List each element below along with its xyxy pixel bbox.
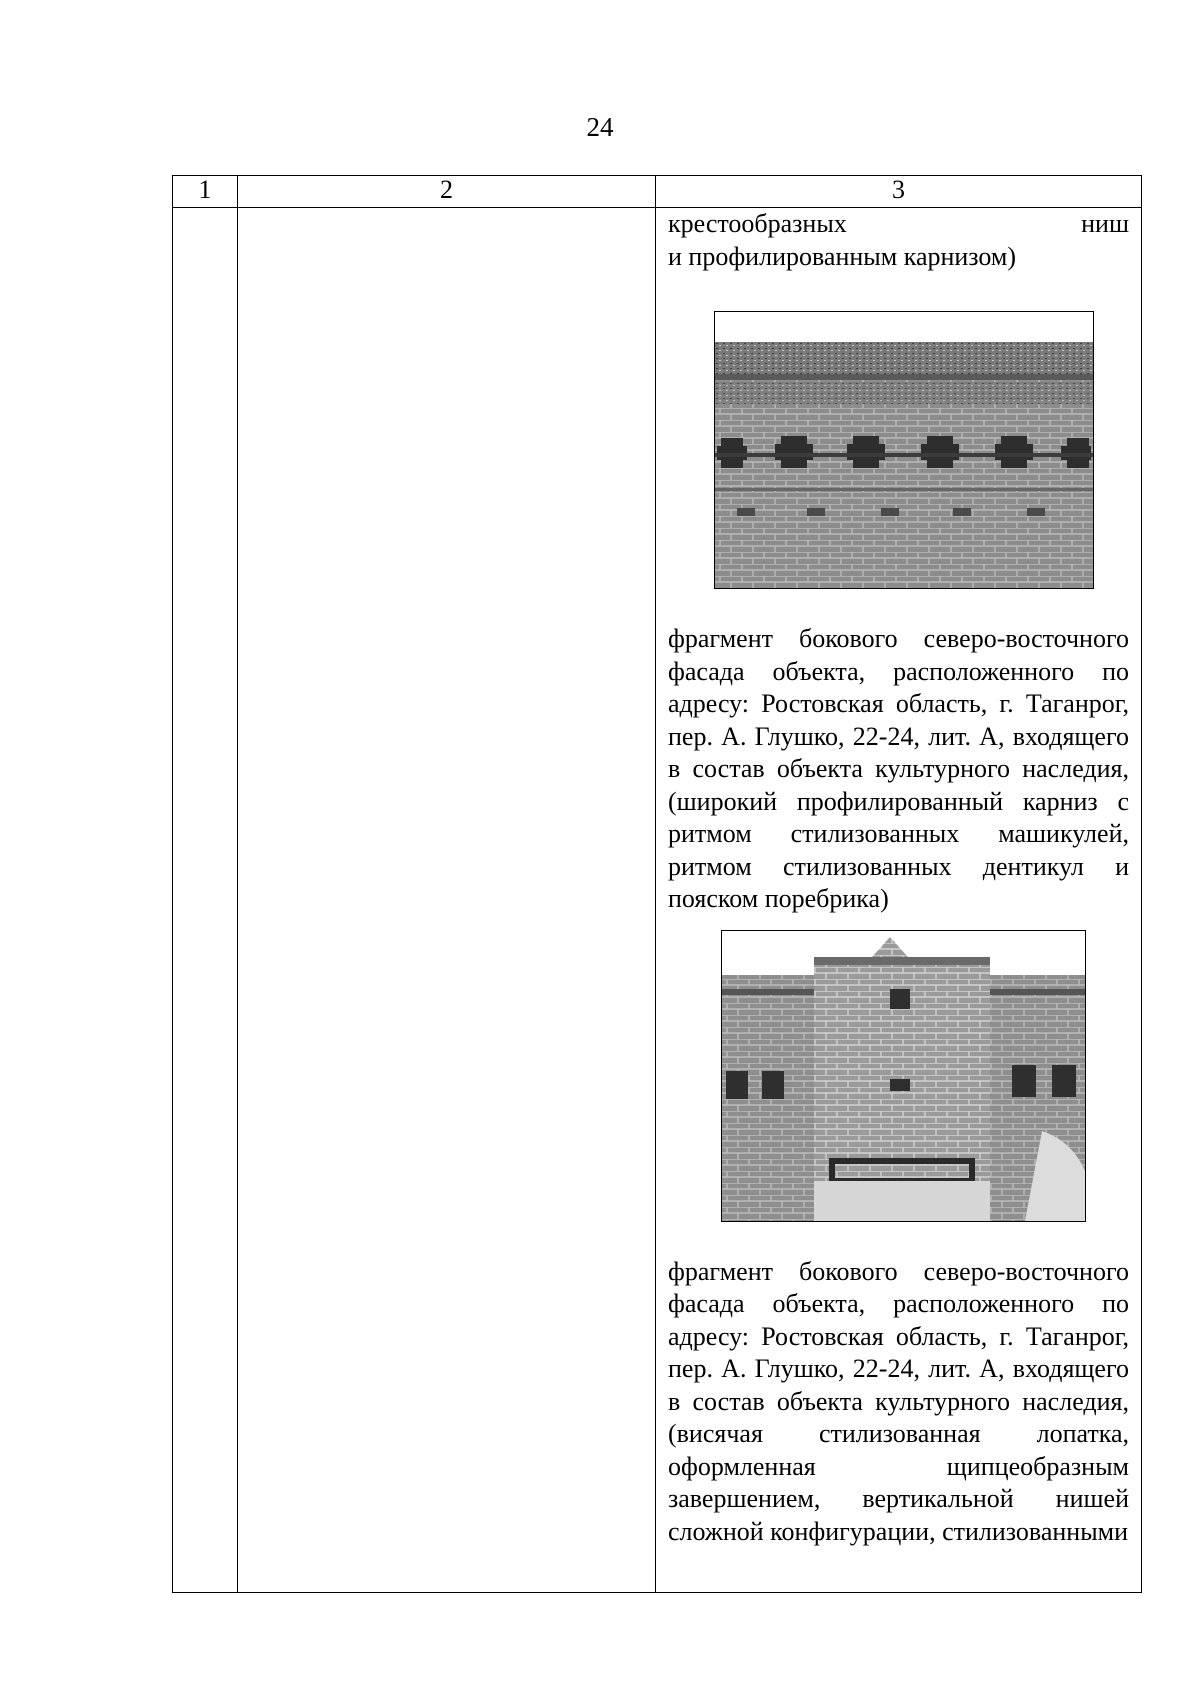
table-header-row [173,176,1142,208]
cell-col-2 [238,208,656,1593]
document-table [172,175,1142,1593]
page-number: 24 [586,112,614,142]
cell-col-3 [656,208,1142,1593]
table-row [173,208,1142,1593]
header-col-1: 1 [173,176,238,208]
cell-col-1 [173,208,238,1593]
caption-1: фрагмент бокового северо-восточного фасада объекта, расположенного по адресу: Ростовская область, г. Таганрог, пер. А. Глушко, 22-24, лит. А, входящего в состав объекта культурного наследия, (широкий профилированный карниз с ритмом стилизованных машикулей, ритмом стилизованных дентикул и пояском поребрика) [668,624,1129,913]
lead-text-line-1: крестообразных ниш [668,209,1129,238]
facade-cornice-photo [714,311,1094,589]
facade-pilaster-photo [721,930,1086,1222]
caption-2: фрагмент бокового северо-восточного фасада объекта, расположенного по адресу: Ростовская область, г. Таганрог, пер. А. Глушко, 22-24, лит. А, входящего в состав объекта культурного наследия, (висячая стилизованная лопатка, оформленная щипцеобразным завершением, вертикальной нишей сложной конфигурации, стилизованными [668,1256,1129,1546]
header-col-3: 3 [656,176,1142,208]
lead-text-line-2: и профилированным карнизом) [668,241,1017,271]
header-col-2: 2 [238,176,656,208]
